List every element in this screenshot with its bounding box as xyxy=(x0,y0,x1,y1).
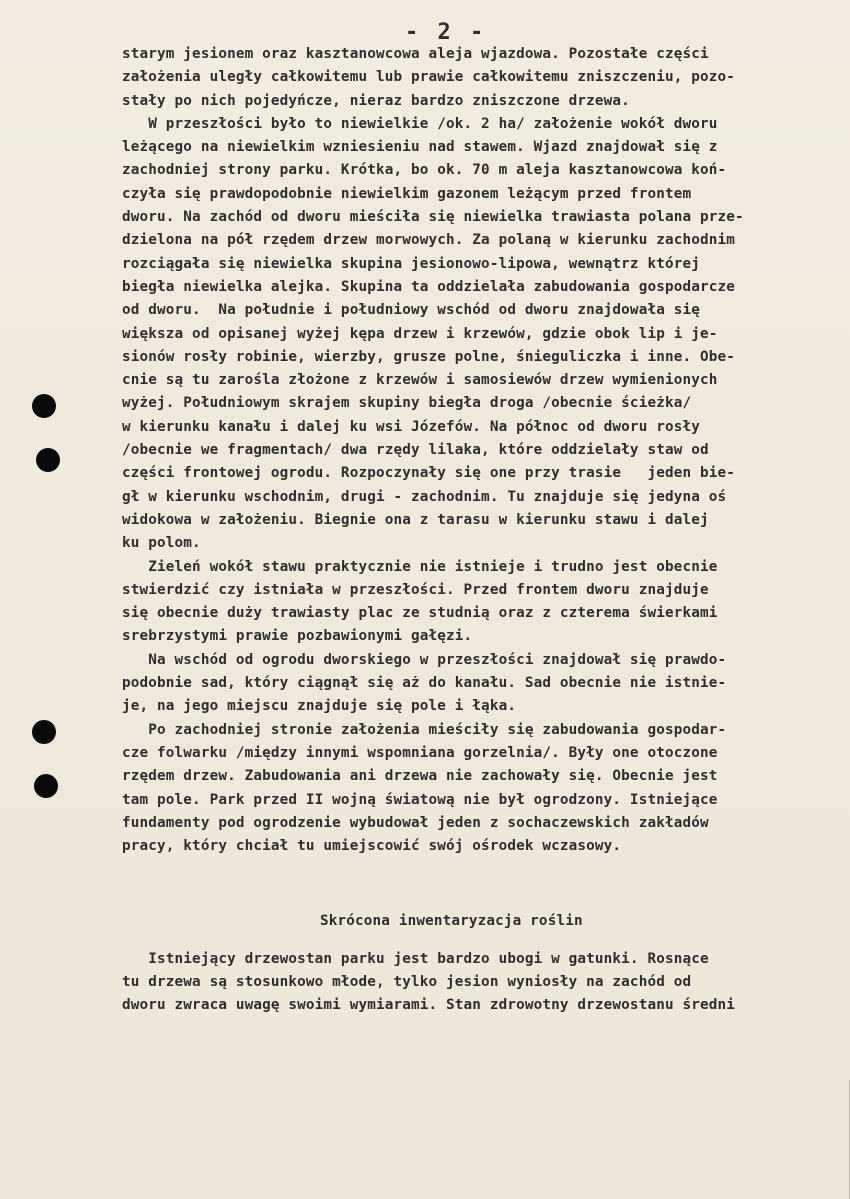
section-heading: Skrócona inwentaryzacja roślin xyxy=(320,913,583,930)
text-line: stały po nich pojedyńcze, nieraz bardzo zniszczone drzewa. xyxy=(122,92,630,109)
punch-hole xyxy=(32,394,56,418)
text-line: sionów rosły robinie, wierzby, grusze polne, śniegulicz​ka i inne. Obe- xyxy=(122,348,736,365)
punch-hole xyxy=(34,774,58,798)
text-line: gł w kierunku wschodnim, drugi - zachodnim. Tu znajduje się jedyna oś xyxy=(122,488,727,505)
text-line: tu drzewa są stosunkowo młode, tylko jesion wyniosły na zachód od xyxy=(122,973,692,990)
text-line: dworu zwraca uwagę swoimi wymiarami. Stan zdrowotny drzewostanu średni xyxy=(122,997,736,1014)
text-line: je, na jego miejscu znajduje się pole i łąka. xyxy=(122,698,517,715)
text-line: widokowa w założeniu. Biegnie ona z tarasu w kierunku stawu i dalej xyxy=(122,511,709,528)
text-line: się obecnie duży trawiasty plac ze studnią oraz z czterema świerkami xyxy=(122,605,718,622)
text-line: cze folwarku /między innymi wspomniana gorzelnia/. Były one otoczone xyxy=(122,744,718,761)
text-line: dworu. Na zachód od dworu mieściła się niewielka trawiasta polana prze- xyxy=(122,209,744,226)
punch-hole xyxy=(32,720,56,744)
text-line: założenia uległy całkowitemu lub prawie całkowitemu zniszczeniu, pozo- xyxy=(122,69,736,86)
text-line: rozciągała się niewielka skupina jesionowo-lipowa, wewnątrz której xyxy=(122,255,700,272)
text-line: podobnie sad, który ciągnął się aż do kanału. Sad obecnie nie istnie- xyxy=(122,675,727,692)
text-line: w kierunku kanału i dalej ku wsi Józefów. Na północ od dworu rosły xyxy=(122,418,700,435)
text-line: /obecnie we fragmentach/ dwa rzędy lilaka, które oddzielały staw od xyxy=(122,442,709,459)
text-line: Po zachodniej stronie założenia mieściły się zabudowania gospodar- xyxy=(122,721,727,738)
page-number: - 2 - xyxy=(405,20,487,45)
text-line: Na wschód od ogrodu dworskiego w przeszłości znajdował się prawdo- xyxy=(122,651,727,668)
text-line: dzielona na pół rzędem drzew morwowych. Za polaną w kierunku zachodnim xyxy=(122,232,736,249)
text-line: cnie są tu zarośla złożone z krzewów i samosiewów drzew wymienionych xyxy=(122,372,718,389)
text-line: Istniejący drzewostan parku jest bardzo ubogi w gatunki. Rosnące xyxy=(122,950,709,967)
text-line: wyżej. Południowym skrajem skupiny biegła droga /obecnie ścieżka/ xyxy=(122,395,692,412)
text-line: srebrzystymi prawie pozbawionymi gałęzi. xyxy=(122,628,473,645)
text-line: tam pole. Park przed II wojną światową nie był ogrodzony. Istniejące xyxy=(122,791,718,808)
text-line: części frontowej ogrodu. Rozpoczynały się one przy trasie jeden bie- xyxy=(122,465,736,482)
text-line: czyła się prawdopodobnie niewielkim gazonem leżącym przed frontem xyxy=(122,185,692,202)
text-line: zachodniej strony parku. Krótka, bo ok. 70 m aleja kasztanowcowa koń- xyxy=(122,162,727,179)
text-line: rzędem drzew. Zabudowania ani drzewa nie zachowały się. Obecnie jest xyxy=(122,768,718,785)
body-text xyxy=(122,43,846,1018)
text-line: ku polom. xyxy=(122,535,201,552)
text-line: większa od opisanej wyżej kępa drzew i krzewów, gdzie obok lip i je- xyxy=(122,325,718,342)
text-line: starym jesionem oraz kasztanowcowa aleja wjazdowa. Pozostałe części xyxy=(122,46,709,62)
text-line: leżącego na niewielkim wzniesieniu nad stawem. Wjazd znajdował się z xyxy=(122,139,718,156)
text-line: od dworu. Na południe i południowy wschód od dworu znajdowała się xyxy=(122,302,700,319)
text-line: W przeszłości było to niewielkie /ok. 2 ha/ założenie wokół dworu xyxy=(122,115,718,132)
text-line: fundamenty pod ogrodzenie wybudował jeden z sochaczewskich zakładów xyxy=(122,814,709,831)
text-line: biegła niewielka alejka. Skupina ta oddzielała zabudowania gospodarcze xyxy=(122,278,736,295)
text-line: Zieleń wokół stawu praktycznie nie istnieje i trudno jest obecnie xyxy=(122,558,718,575)
text-line: stwierdzić czy istniała w przeszłości. Przed frontem dworu znajduje xyxy=(122,581,709,598)
text-line: pracy, który chciał tu umiejscowić swój ośrodek wczasowy. xyxy=(122,838,622,855)
punch-hole xyxy=(36,448,60,472)
